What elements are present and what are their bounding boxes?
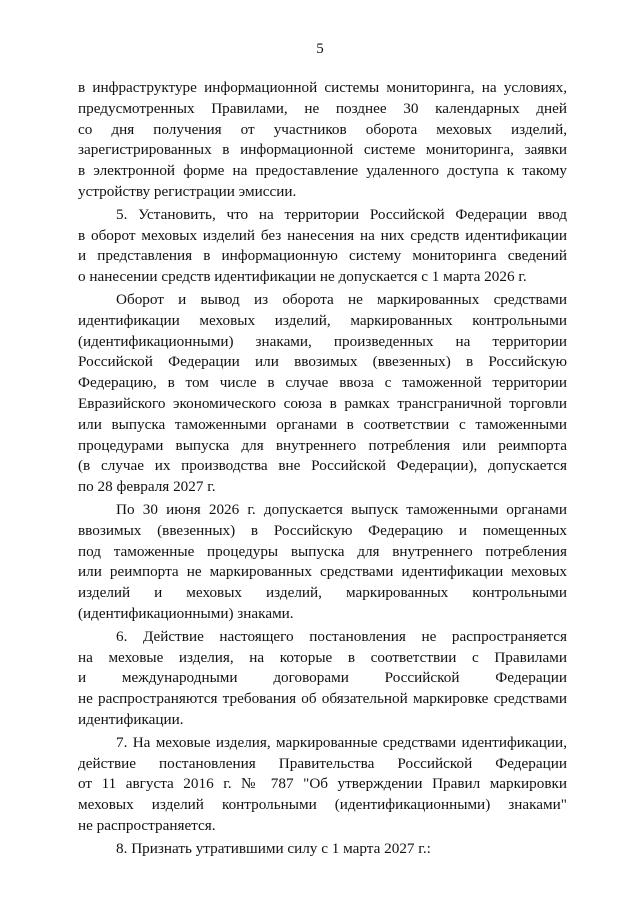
text-line: в инфраструктуре информационной системы мониторинга, на условиях, [78,79,567,96]
page-number: 5 [316,41,324,57]
text-line: идентификации. [78,710,184,728]
text-line: Федерацию, в том числе в случае ввоза с таможенной территории [78,374,567,392]
text-line: (в случае их производства вне Российской Федерации), допускается [78,457,567,475]
text-line: 7. На меховые изделия, маркированные средствами идентификации, [116,733,567,751]
text-line: процедурами выпуска для внутреннего потребления или реимпорта [78,436,567,454]
text-line: По 30 июня 2026 г. допускается выпуск таможенными органами [116,500,567,518]
paragraph [78,627,567,731]
text-line: под таможенные процедуры выпуска для внутреннего потребления [78,542,567,560]
text-line: (идентификационными) знаками. [78,604,294,622]
text-line: со дня получения от участников оборота меховых изделий, [78,120,567,138]
paragraph [78,733,567,837]
text-line: (идентификационными) знаками, произведенных на территории [78,332,567,350]
document-body [78,78,567,859]
text-line: не распространяются требования об обязательной маркировке средствами [78,690,567,708]
paragraph [78,290,567,498]
text-line: от 11 августа 2016 г. № 787 "Об утверждении Правил маркировки [78,775,567,793]
text-line: устройству регистрации эмиссии. [78,182,297,200]
text-line: на меховые изделия, на которые в соответствии с Правилами [78,648,567,666]
text-line: Российской Федерации или ввозимых (ввезенных) в Российскую [78,353,567,371]
text-line: или выпуска таможенными органами в соответствии с таможенными [78,415,567,433]
text-line: не распространяется. [78,816,216,834]
text-line: или реимпорта не маркированных средствами идентификации меховых [78,563,567,581]
text-line: 8. Признать утратившими силу с 1 марта 2027 г.: [116,839,431,857]
text-line: предусмотренных Правилами, не позднее 30 календарных дней [78,99,567,117]
text-line: и международными договорами Российской Федерации [78,669,567,687]
text-line: Евразийского экономического союза в рамках трансграничной торговли [78,394,567,412]
text-line: в электронной форме на предоставление удаленного доступа к такому [78,162,567,180]
text-line: 5. Установить, что на территории Российской Федерации ввод [116,205,567,223]
text-line: изделий и меховых изделий, маркированных контрольными [78,584,567,602]
text-line: Оборот и вывод из оборота не маркированных средствами [116,290,567,308]
text-line: меховых изделий контрольными (идентификационными) знаками" [78,796,567,814]
text-line: ввозимых (ввезенных) в Российскую Федерацию и помещенных [78,521,567,539]
text-line: в оборот меховых изделий без нанесения на них средств идентификации [78,226,567,244]
paragraph [78,205,567,288]
paragraph [78,839,567,860]
text-line: зарегистрированных в информационной системе мониторинга, заявки [78,141,567,159]
text-line: действие постановления Правительства Российской Федерации [78,754,567,772]
text-line: по 28 февраля 2027 г. [78,478,216,496]
text-line: идентификации меховых изделий, маркированных контрольными [78,311,567,329]
paragraph [78,78,567,203]
paragraph [78,500,567,625]
text-line: и представления в информационную систему мониторинга сведений [78,247,567,265]
text-line: о нанесении средств идентификации не допускается с 1 марта 2026 г. [78,268,527,286]
text-line: 6. Действие настоящего постановления не распространяется [116,627,567,645]
